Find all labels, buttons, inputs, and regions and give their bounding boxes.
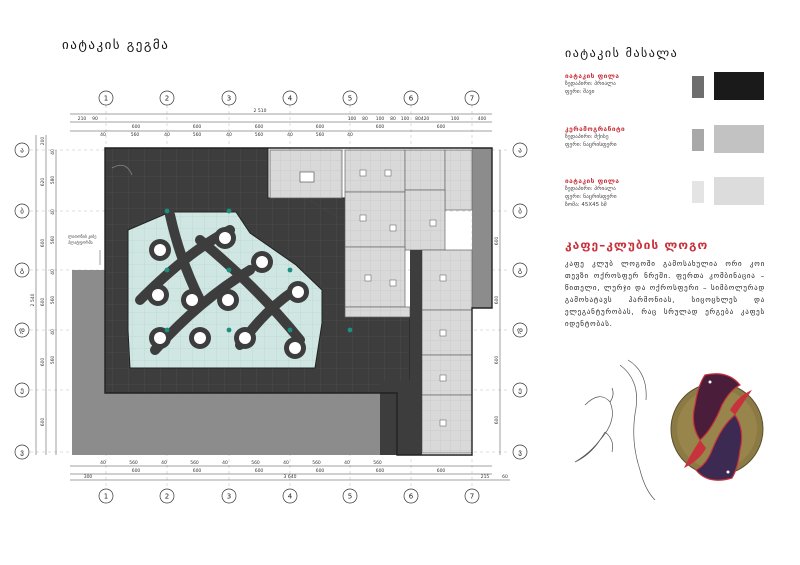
logo-description: კაფე კლუბ ლოგოში გამოსახულია ორი კოი თევზი ოქროსფერ ნრეში. ფერთა კომბინაცია – წითელი, ლურჯი და ოქროსფერი – სიმბოლურად გამოხატავს ჰარმონიას, სიცოცხლეს და ელეგანტურობას, რაც სრულად ერგება კაფეს იდენტობას. [565, 260, 765, 328]
dim-right-span: 600 [495, 355, 500, 365]
lower-corridor [380, 380, 410, 455]
dim-top-span: 600 [315, 125, 325, 130]
table-top [219, 232, 231, 244]
dim-top-span: 600 [192, 125, 202, 130]
dim-bottom-sub: 40 [222, 461, 228, 466]
column-dot [165, 268, 170, 273]
grid-row-bubble-right [513, 263, 527, 277]
grid-column-bubble-top [343, 91, 357, 105]
material-swatch-small [692, 76, 704, 98]
fixture [440, 375, 446, 381]
dim-bottom-sub: 40 [344, 461, 350, 466]
dim-bottom-sub: 560 [373, 461, 382, 466]
dim-bottom-sub: 40 [100, 461, 106, 466]
annotation-line1: ლითონის კიბე [68, 234, 97, 239]
dim-left-span: 600 [41, 238, 46, 248]
material-property: ფერი: ნაცრისფერი [565, 142, 617, 148]
service-room [345, 192, 405, 247]
service-room [445, 150, 472, 210]
svg-text:4: 4 [287, 94, 293, 103]
grid-row-bubble-left [15, 323, 29, 337]
dim-top-sub: 560 [315, 133, 325, 138]
kitchen-counter [300, 172, 314, 182]
grid-row-bubble-left [15, 383, 29, 397]
table-top [256, 256, 268, 268]
grid-column-bubble-bottom [343, 489, 357, 503]
column-dot [227, 268, 232, 273]
grid-column-bubble-bottom [404, 489, 418, 503]
grid-row-bubble-left [15, 445, 29, 459]
material-info [565, 177, 619, 209]
service-room [345, 307, 410, 317]
dim-left-span: 620 [41, 177, 46, 187]
svg-text:1: 1 [103, 492, 109, 501]
dim-right-span: 600 [495, 236, 500, 246]
column-dot [165, 209, 170, 214]
dim-left-total: 2 540 [31, 293, 36, 307]
dim-bottom-sub: 560 [312, 461, 321, 466]
grid-row-bubble-right [513, 445, 527, 459]
dim-top-span: 600 [254, 125, 264, 130]
dim-top-small: 210 [77, 117, 87, 122]
svg-text:2: 2 [164, 94, 170, 103]
dim-top-sub: 40 [226, 133, 232, 138]
logo-title: კაფე–კლუბის ლოგო [565, 238, 709, 252]
dim-top-small: 80 [415, 117, 421, 122]
service-room [405, 150, 445, 190]
dim-left-top: 200 [41, 136, 46, 146]
fixture [390, 225, 396, 231]
table-top [186, 294, 198, 306]
grid-column-bubble-top [465, 91, 479, 105]
svg-text:ვ: ვ [20, 448, 24, 457]
material-property: ზედაპირი: მქისე [565, 134, 609, 140]
grid-row-bubble-left [15, 263, 29, 277]
terrace-right [472, 148, 492, 308]
plan-title: იატაკის გეგმა [62, 38, 170, 53]
svg-text:ბ: ბ [20, 207, 24, 216]
dim-bottom-left: 300 [83, 475, 93, 480]
material-swatch-small [692, 129, 704, 151]
grid-column-bubble-bottom [465, 489, 479, 503]
fixture [385, 170, 391, 176]
right-corridor [410, 250, 422, 455]
dim-top-sub: 560 [254, 133, 264, 138]
column-dot [348, 328, 353, 333]
svg-text:1: 1 [103, 94, 109, 103]
grid-column-bubble-top [222, 91, 236, 105]
dim-top-sub: 560 [130, 133, 140, 138]
dim-top-right: 400 [477, 117, 487, 122]
dim-bottom-sub: 40 [283, 461, 289, 466]
dim-top-span: 600 [131, 125, 141, 130]
dim-left-sub: 580 [51, 175, 56, 185]
dim-bottom-span: 600 [315, 469, 325, 474]
svg-text:5: 5 [347, 94, 353, 103]
dim-top-small: 90 [92, 117, 98, 122]
table-top [289, 342, 301, 354]
table-top [154, 332, 166, 344]
column-dot [227, 209, 232, 214]
dim-top-sub: 40 [347, 133, 353, 138]
dim-right-span: 600 [495, 415, 500, 425]
svg-text:ბ: ბ [518, 207, 522, 216]
material-swatch-small [692, 181, 704, 203]
dim-top-small: 100 [347, 117, 357, 122]
dim-left-sub: 560 [51, 295, 56, 305]
material-property: ზედაპირი: პრიალა [565, 81, 616, 87]
material-swatch [714, 72, 764, 100]
dim-top-sub: 40 [287, 133, 293, 138]
dim-left-span: 600 [41, 417, 46, 427]
svg-text:ე: ე [518, 386, 522, 395]
grid-row-bubble-right [513, 323, 527, 337]
dim-bottom-sub: 560 [251, 461, 260, 466]
material-name: კერამოგრანიტი [565, 125, 626, 133]
dim-bottom-right: 60 [502, 475, 508, 480]
fixture [390, 280, 396, 286]
service-room [422, 395, 472, 453]
dim-left-span: 600 [41, 357, 46, 367]
grid-row-bubble-left [15, 204, 29, 218]
svg-text:ა: ა [518, 146, 522, 155]
fixture [440, 330, 446, 336]
grid-row-bubble-right [513, 143, 527, 157]
dim-bottom-sub: 560 [190, 461, 199, 466]
dim-bottom-right: 215 [480, 475, 490, 480]
dim-bottom-span: 600 [254, 469, 264, 474]
svg-text:4: 4 [287, 492, 293, 501]
column-dot [227, 328, 232, 333]
material-property: ფერი: შავი [565, 89, 595, 95]
svg-text:ე: ე [20, 386, 24, 395]
material-swatch [714, 177, 764, 205]
fixture [360, 215, 366, 221]
material-property: ზედაპირი: პრიალა [565, 186, 616, 192]
dim-left-sub: 560 [51, 235, 56, 245]
material-swatch [714, 125, 764, 153]
svg-text:გ: გ [517, 266, 523, 275]
dim-bottom-total: 3 640 [283, 475, 297, 480]
fixture [360, 170, 366, 176]
dim-left-sub: 40 [51, 209, 56, 215]
dim-top-sub: 40 [100, 133, 106, 138]
dim-top-small: 100 [375, 117, 385, 122]
dim-left-sub: 40 [51, 329, 56, 335]
fixture [365, 275, 371, 281]
svg-text:3: 3 [226, 94, 232, 103]
dim-top-right: 100 [450, 117, 460, 122]
dim-top-sub: 40 [164, 133, 170, 138]
dim-top-small: 80 [390, 117, 396, 122]
dim-bottom-sub: 40 [161, 461, 167, 466]
material-property: ზომა: 45X45 სმ [565, 202, 607, 208]
service-room [345, 247, 405, 307]
fixture [430, 220, 436, 226]
dim-bottom-span: 600 [192, 469, 202, 474]
grid-column-bubble-bottom [283, 489, 297, 503]
svg-text:ვ: ვ [518, 448, 522, 457]
service-room [422, 250, 472, 310]
grid-column-bubble-bottom [160, 489, 174, 503]
material-name: იატაკის ფილა [565, 177, 620, 185]
svg-text:3: 3 [226, 492, 232, 501]
grid-row-bubble-right [513, 204, 527, 218]
material-property: ფერი: ნაცრისფერი [565, 194, 617, 200]
annotation-line2: პლატფორმა [68, 240, 93, 245]
svg-text:დ: დ [517, 326, 523, 335]
material-info [565, 125, 625, 149]
dim-top-total: 2 510 [253, 109, 267, 114]
grid-row-bubble-left [15, 143, 29, 157]
table-top [152, 289, 164, 301]
terrace-bottom [72, 393, 397, 455]
dim-top-small: 100 [400, 117, 410, 122]
materials-title: იატაკის მასალა [565, 46, 679, 60]
svg-text:7: 7 [469, 492, 475, 501]
grid-column-bubble-bottom [99, 489, 113, 503]
table-top [292, 286, 304, 298]
svg-text:ა: ა [20, 146, 24, 155]
grid-column-bubble-top [99, 91, 113, 105]
svg-text:დ: დ [19, 326, 25, 335]
grid-column-bubble-top [404, 91, 418, 105]
dim-top-span: 600 [375, 125, 385, 130]
table-top [222, 294, 234, 306]
service-room [422, 355, 472, 395]
dim-bottom-span: 600 [131, 469, 141, 474]
column-dot [165, 328, 170, 333]
svg-text:6: 6 [408, 492, 414, 501]
dim-top-small: 80 [362, 117, 368, 122]
dim-bottom-span: 600 [436, 469, 446, 474]
dim-top-span: 600 [436, 125, 446, 130]
grid-column-bubble-bottom [222, 489, 236, 503]
material-info [565, 72, 619, 96]
fixture [440, 275, 446, 281]
dim-bottom-span: 600 [375, 469, 385, 474]
dim-top-right: 420 [420, 117, 430, 122]
column-dot [288, 268, 293, 273]
svg-text:2: 2 [164, 492, 170, 501]
service-room [422, 310, 472, 355]
svg-text:გ: გ [19, 266, 25, 275]
table-top [239, 332, 251, 344]
svg-text:5: 5 [347, 492, 353, 501]
dim-left-sub: 560 [51, 355, 56, 365]
svg-text:6: 6 [408, 94, 414, 103]
dim-left-span: 600 [41, 297, 46, 307]
dim-left-sub: 40 [51, 149, 56, 155]
dim-top-sub: 560 [192, 133, 202, 138]
fixture [440, 420, 446, 426]
service-room [345, 150, 405, 192]
table-top [154, 244, 166, 256]
grid-column-bubble-top [283, 91, 297, 105]
grid-column-bubble-top [160, 91, 174, 105]
dim-bottom-sub: 560 [129, 461, 138, 466]
svg-text:7: 7 [469, 94, 475, 103]
column-dot [288, 328, 293, 333]
material-name: იატაკის ფილა [565, 72, 620, 80]
dim-right-span: 600 [495, 295, 500, 305]
grid-row-bubble-right [513, 383, 527, 397]
dim-left-sub: 40 [51, 269, 56, 275]
service-room [405, 190, 445, 250]
table-top [194, 332, 206, 344]
